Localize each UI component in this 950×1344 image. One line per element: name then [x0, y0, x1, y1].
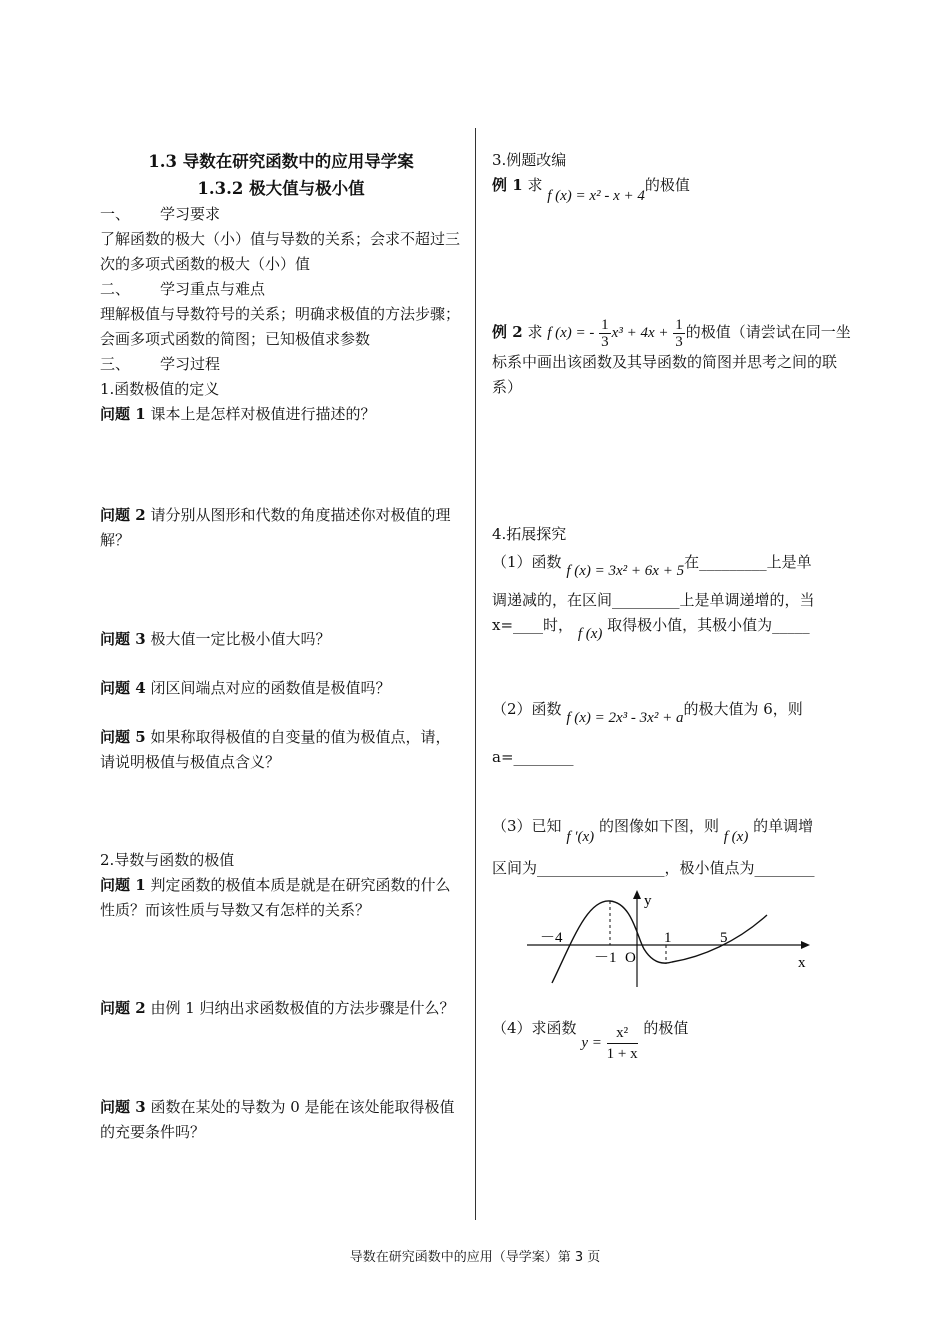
tick-label-neg1: －1	[594, 950, 617, 966]
part-3-heading: 3.例题改编	[492, 151, 567, 169]
fx-symbol-2: f (x)	[723, 829, 749, 845]
question-4: 问题 4 闭区间端点对应的函数值是极值吗？	[100, 679, 391, 697]
fx-symbol: f (x)	[577, 626, 603, 642]
question-1: 问题 1 课本上是怎样对极值进行描述的？	[100, 405, 376, 423]
page-subtitle: 1.3.2 极大值与极小值	[197, 179, 365, 198]
part-4-heading: 4.拓展探究	[492, 525, 567, 543]
derivative-graph	[492, 887, 854, 997]
part-2-heading: 2.导数与函数的极值	[100, 851, 235, 869]
example-1: 例 1 求 f (x) = x² - x + 4的极值	[492, 176, 690, 204]
question-3: 问题 3 极大值一定比极小值大吗？	[100, 630, 331, 648]
tick-label-neg4: －4	[540, 930, 563, 946]
section-2-heading: 二、 学习重点与难点	[100, 280, 266, 298]
part-2-question-1: 问题 1 判定函数的极值本质是就是在研究函数的什么性质？而该性质与导数又有怎样的关系？	[100, 876, 451, 919]
part-2-question-3: 问题 3 函数在某处的导数为 0 是能在该处能取得极值的充要条件吗？	[100, 1098, 455, 1141]
extension-4: （4）求函数 y = $\frac{\text{x²}}{1 + x}$ 的极值	[492, 1018, 689, 1062]
section-1-heading: 一、 学习要求	[100, 205, 221, 223]
part-1-heading: 1.函数极值的定义	[100, 380, 220, 398]
extension-3-line-1: （3）已知 f ′(x) 的图像如下图，则 f (x) 的单调增	[492, 817, 814, 845]
page-footer: 导数在研究函数中的应用（导学案）第 3 页	[349, 1250, 601, 1265]
extension-1-line-3: x=____时， f (x) 取得极小值，其极小值为_____	[492, 616, 810, 642]
fprime-symbol: f ′(x)	[566, 829, 595, 845]
x-axis-arrow	[801, 941, 810, 949]
left-column	[100, 148, 462, 1145]
key-points-text: 理解极值与导数符号的关系；明确求极值的方法步骤；会画多项式函数的简图；已知极值求参数	[100, 305, 461, 348]
origin-label: O	[625, 950, 636, 966]
extension-1-line-1: （1）函数 f (x) = 3x² + 6x + 5在_________上是单	[492, 553, 812, 579]
extension-3-line-2: 区间为_________________，极小值点为________	[492, 859, 815, 877]
extension-4-formula: y = $\frac{\text{x²}}{1 + x}$	[581, 1025, 638, 1062]
x-axis-label: x	[798, 955, 806, 971]
part-2-question-2: 问题 2 由例 1 归纳出求函数极值的方法步骤是什么？	[100, 999, 455, 1017]
tick-label-5: 5	[720, 930, 728, 946]
right-column	[492, 148, 854, 1062]
column-divider	[475, 128, 476, 1220]
extension-2-formula: f (x) = 2x³ - 3x² + a	[566, 710, 684, 726]
example-2-formula: f (x) = - $\frac{1}{3}$ x³ + 4x + $\frac{1}{3}$	[547, 317, 683, 350]
question-2: 问题 2 请分别从图形和代数的角度描述你对极值的理解？	[100, 506, 451, 549]
extension-1-formula: f (x) = 3x² + 6x + 5	[566, 563, 685, 579]
example-2: 例 2 求 f (x) = - $\frac{1}{3}$ x³ + 4x + $\frac{1}{3}$ 的极值（请尝试在同一坐标系中画出该函数及其导函数的简图并思考之间的联系）	[492, 317, 851, 396]
y-axis-arrow	[633, 890, 641, 899]
derivative-curve	[552, 901, 767, 983]
section-3-heading: 三、 学习过程	[100, 355, 221, 373]
extension-2-line-1: （2）函数 f (x) = 2x³ - 3x² + a的极大值为 6，则	[492, 700, 803, 726]
tick-label-1: 1	[664, 930, 672, 946]
page-title: 1.3 导数在研究函数中的应用导学案	[148, 152, 414, 171]
question-5: 问题 5 如果称取得极值的自变量的值为极值点，请，请说明极值与极值点含义？	[100, 728, 451, 771]
requirements-text: 了解函数的极大（小）值与导数的关系；会求不超过三次的多项式函数的极大（小）值	[100, 230, 461, 273]
extension-1-line-2: 调递减的，在区间_________上是单调递增的，当	[492, 591, 815, 609]
extension-2-line-2: a=________	[492, 748, 574, 766]
y-axis-label: y	[644, 893, 652, 909]
example-1-formula: f (x) = x² - x + 4	[547, 188, 645, 204]
